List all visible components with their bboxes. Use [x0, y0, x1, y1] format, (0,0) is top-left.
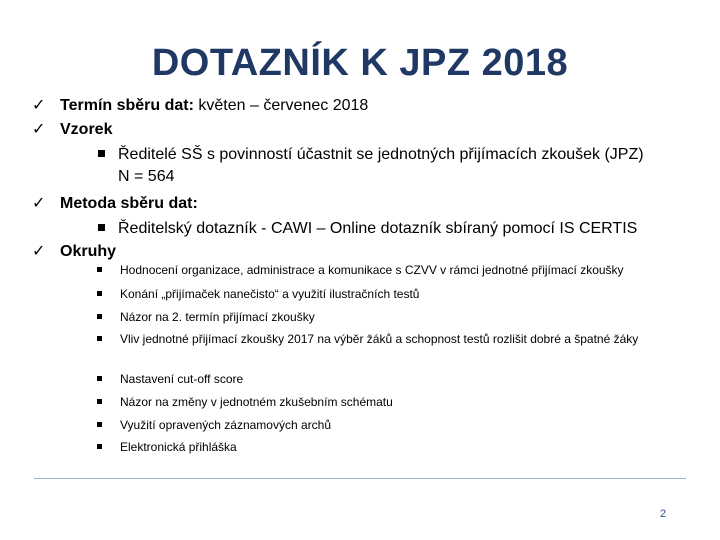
slide-title: DOTAZNÍK K JPZ 2018	[151, 42, 569, 84]
topic-item: Názor na 2. termín přijímací zkoušky	[120, 309, 680, 325]
square-bullet-icon	[98, 150, 105, 157]
checkmark-icon: ✓	[32, 195, 46, 212]
square-bullet-icon	[97, 314, 102, 319]
metoda-label: Metoda sběru dat:	[60, 195, 198, 212]
check-item-termin	[32, 96, 369, 116]
check-item-okruhy	[32, 242, 117, 262]
square-bullet-icon	[97, 376, 102, 381]
page-number: 2	[660, 508, 667, 520]
topic-item: Názor na změny v jednotném zkušebním schématu	[120, 394, 680, 410]
square-bullet-icon	[97, 444, 102, 449]
square-bullet-icon	[97, 422, 102, 427]
vzorek-sub-text: Ředitelé SŠ s povinností účastnit se jednotných přijímacích zkoušek (JPZ)	[118, 146, 644, 163]
topic-item: Využití opravených záznamových archů	[120, 417, 680, 433]
metoda-sub-text: Ředitelský dotazník - CAWI – Online dotazník sbíraný pomocí IS CERTIS	[118, 220, 638, 237]
vzorek-sub-item	[118, 144, 644, 166]
topic-item: Nastavení cut-off score	[120, 371, 680, 387]
topic-item: Vliv jednotné přijímací zkoušky 2017 na výběr žáků a schopnost testů rozlišit dobré a špatné žáky	[120, 331, 680, 347]
vzorek-label: Vzorek	[60, 121, 113, 138]
square-bullet-icon	[97, 267, 102, 272]
topic-item: Hodnocení organizace, administrace a komunikace s CZVV v rámci jednotné přijímací zkoušky	[120, 262, 680, 278]
termin-value: květen – červenec 2018	[193, 97, 369, 114]
vzorek-n: N = 564	[118, 168, 175, 185]
square-bullet-icon	[97, 291, 102, 296]
termin-label: Termín sběru dat:	[60, 97, 194, 114]
topic-item: Konání „přijímaček nanečisto“ a využití ilustračních testů	[120, 286, 680, 302]
square-bullet-icon	[97, 336, 102, 341]
okruhy-label: Okruhy	[60, 243, 117, 260]
topic-item: Elektronická přihláška	[120, 439, 680, 455]
check-item-vzorek	[32, 120, 113, 140]
square-bullet-icon	[98, 224, 105, 231]
checkmark-icon: ✓	[32, 97, 46, 114]
square-bullet-icon	[97, 399, 102, 404]
footer-divider	[34, 478, 686, 479]
checkmark-icon: ✓	[32, 243, 46, 260]
checkmark-icon: ✓	[32, 121, 46, 138]
metoda-sub-item	[118, 218, 637, 240]
check-item-metoda	[32, 194, 198, 214]
